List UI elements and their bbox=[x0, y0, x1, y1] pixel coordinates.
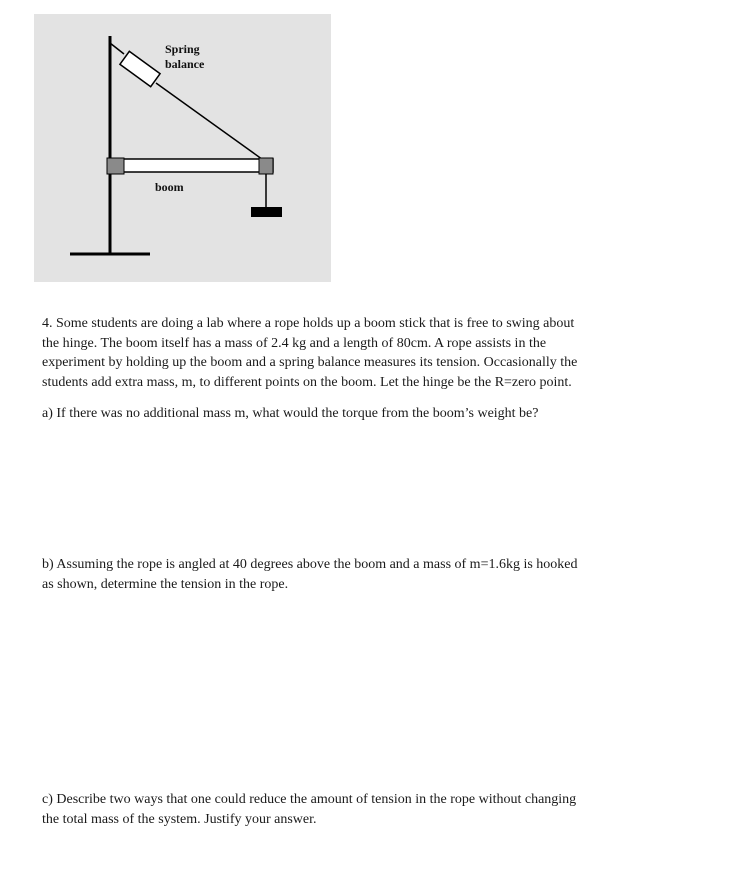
question-b-line: as shown, determine the tension in the rope. bbox=[42, 576, 289, 592]
question-a bbox=[42, 404, 539, 424]
question-c-line: c) Describe two ways that one could reduce the amount of tension in the rope without changing bbox=[42, 792, 577, 807]
intro-line: experiment by holding up the boom and a spring balance measures its tension. Occasionally the bbox=[42, 355, 578, 370]
hanging-mass bbox=[251, 207, 282, 217]
boom-diagram bbox=[34, 14, 331, 282]
boom-end-block bbox=[259, 158, 273, 174]
question-c bbox=[42, 790, 576, 829]
spring-balance-label bbox=[165, 42, 204, 72]
question-c-line: the total mass of the system. Justify your answer. bbox=[42, 811, 317, 827]
spring-balance bbox=[120, 51, 160, 86]
question-a-line: a) If there was no additional mass m, what would the torque from the boom’s weight be? bbox=[42, 406, 539, 421]
boom-label: boom bbox=[155, 180, 184, 194]
rope-upper bbox=[110, 43, 124, 54]
intro-line: the hinge. The boom itself has a mass of 2.4 kg and a length of 80cm. A rope assists in the bbox=[42, 335, 547, 351]
question-b-line: b) Assuming the rope is angled at 40 degrees above the boom and a mass of m=1.6kg is hooked bbox=[42, 557, 578, 572]
intro-line: 4. Some students are doing a lab where a rope holds up a boom stick that is free to swing about bbox=[42, 316, 575, 331]
question-b bbox=[42, 555, 578, 594]
spring-label-line-2: balance bbox=[165, 57, 205, 71]
hinge-block bbox=[107, 158, 124, 174]
spring-label-line-1: Spring bbox=[165, 42, 200, 56]
boom bbox=[117, 159, 273, 172]
intro-line: students add extra mass, m, to different points on the boom. Let the hinge be the R=zero point. bbox=[42, 374, 572, 390]
rope-lower bbox=[156, 83, 266, 162]
problem-intro bbox=[42, 314, 577, 392]
